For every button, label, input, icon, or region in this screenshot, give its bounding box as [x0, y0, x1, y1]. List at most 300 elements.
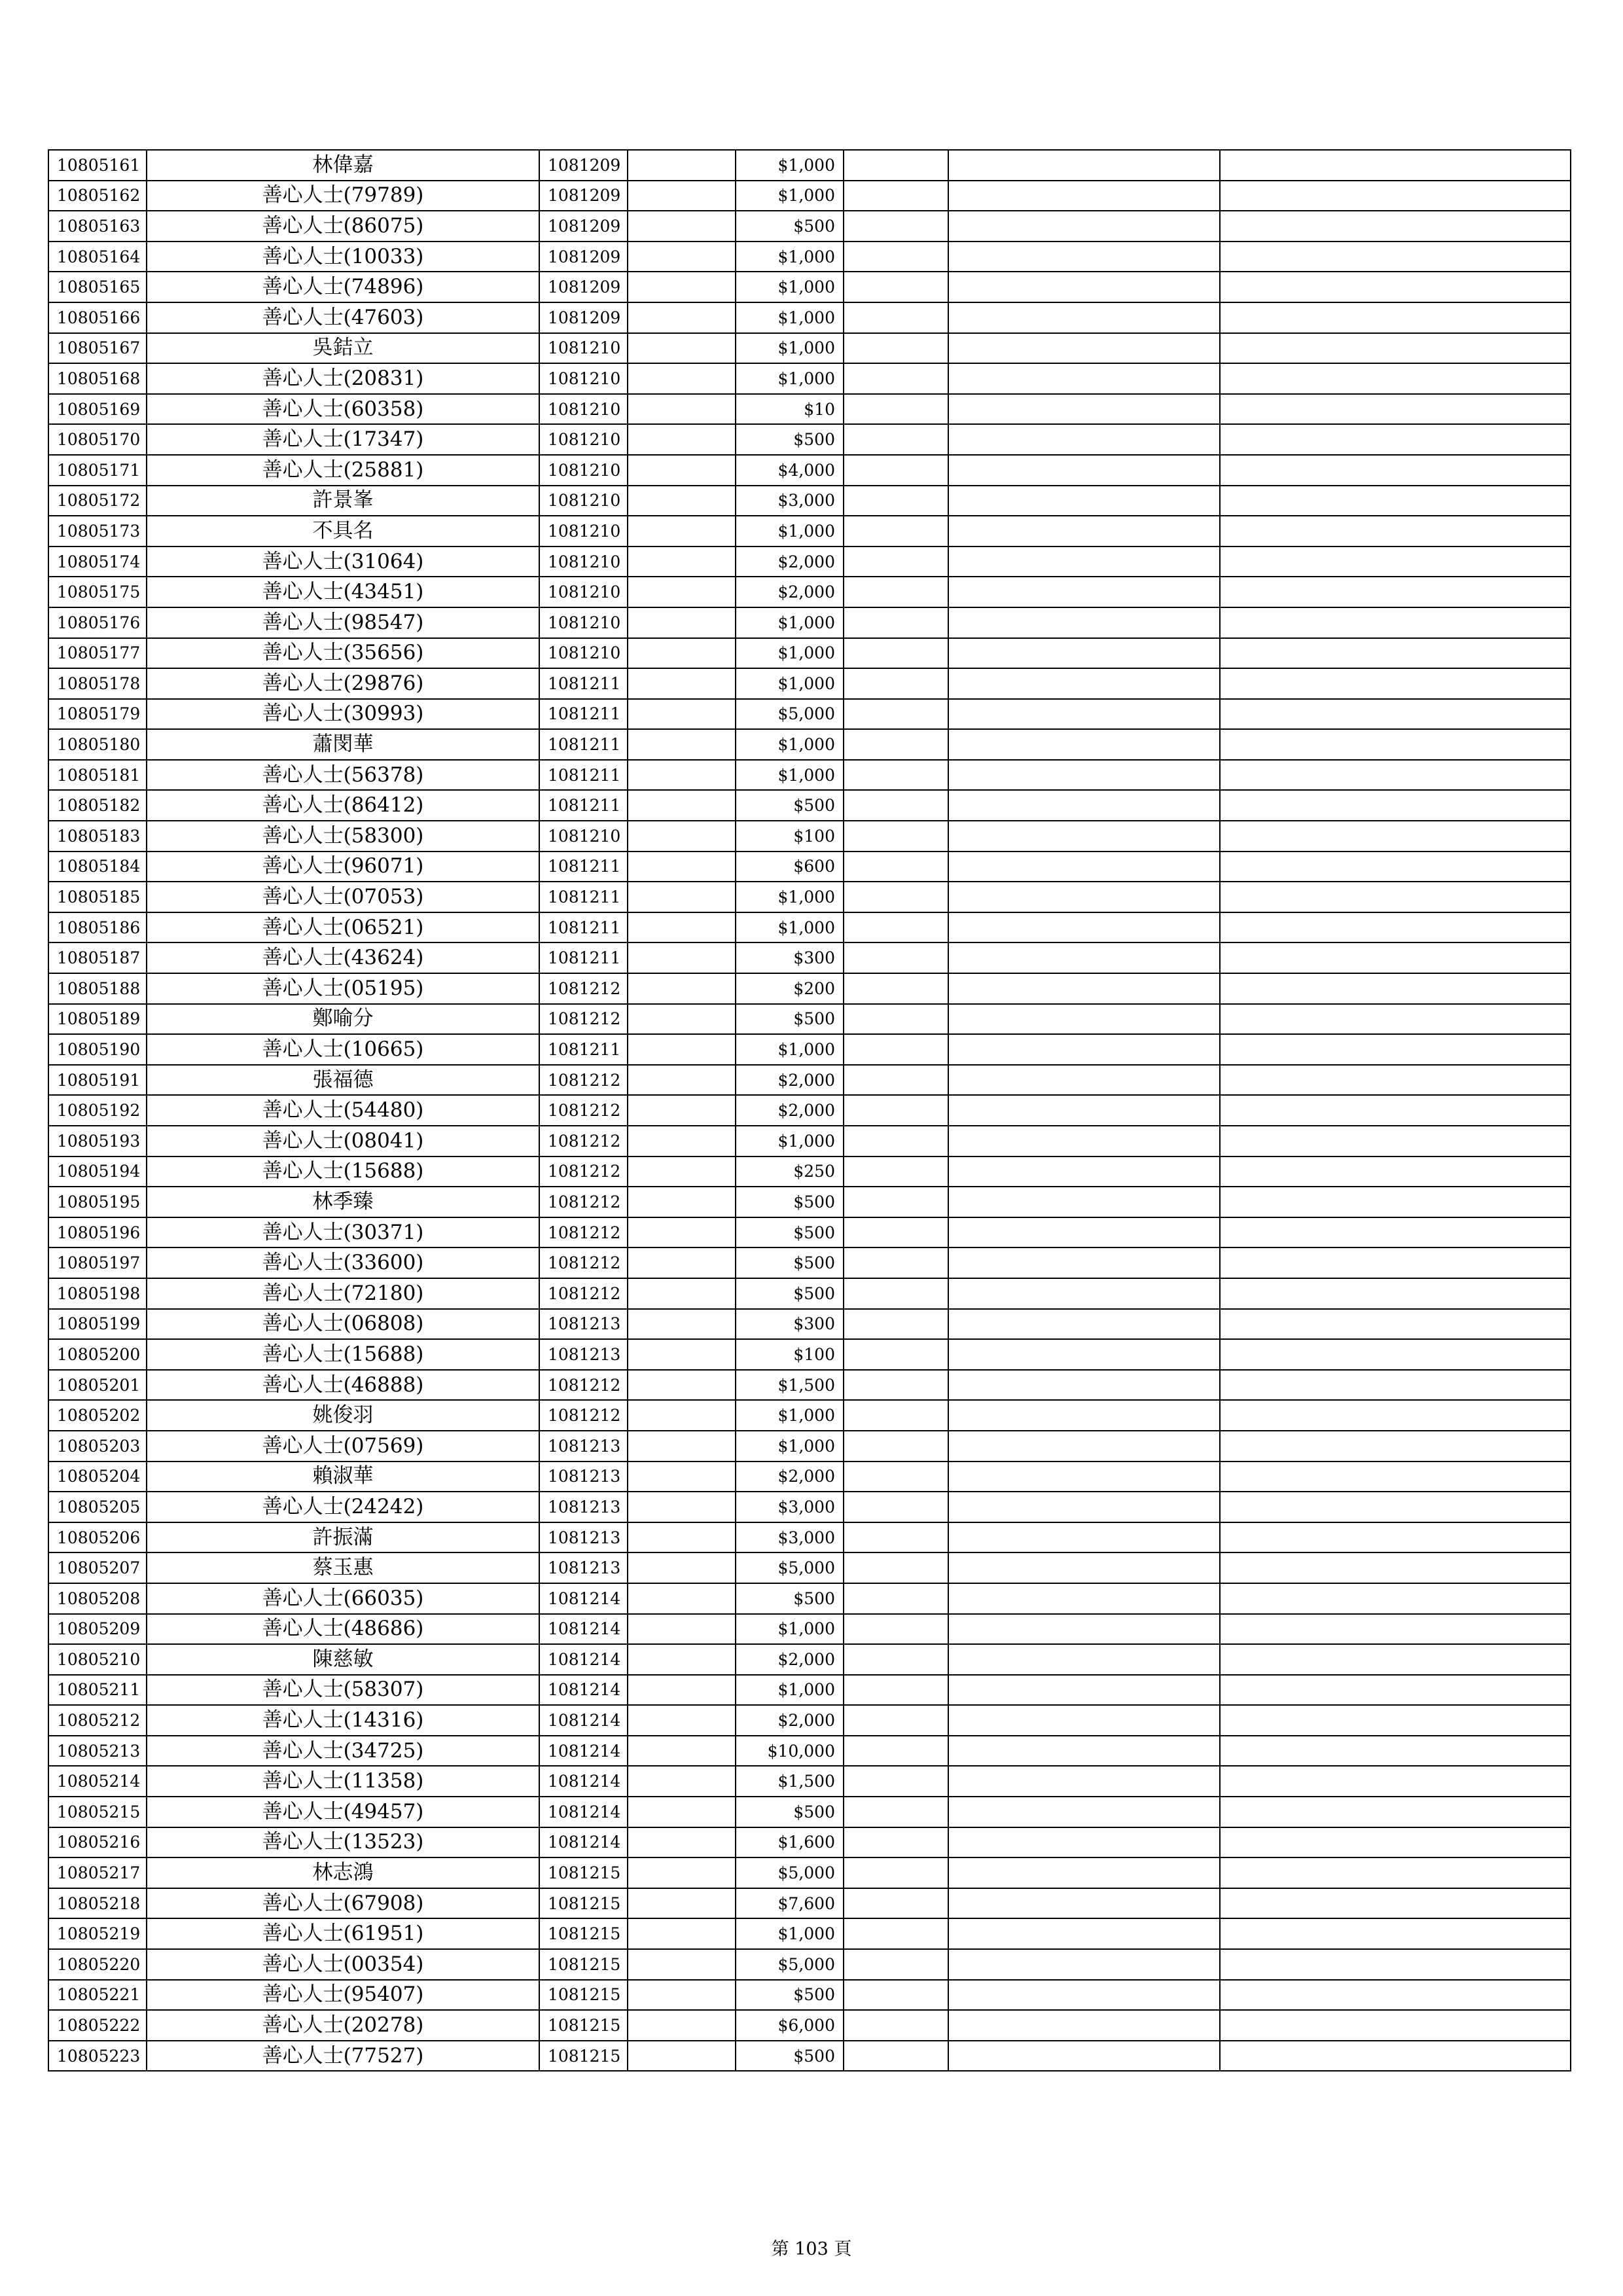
blank-cell: [844, 394, 948, 425]
receipt-id-cell: 10805193: [48, 1126, 147, 1157]
donor-name-cell: 善心人士(10665): [147, 1034, 539, 1065]
blank-cell: [844, 2010, 948, 2041]
receipt-id-cell: 10805211: [48, 1675, 147, 1706]
amount-cell: $1,000: [736, 1400, 844, 1431]
amount-cell: $100: [736, 821, 844, 852]
date-cell: 1081211: [539, 760, 628, 791]
blank-cell: [844, 242, 948, 272]
blank-cell: [628, 333, 736, 364]
blank-cell: [1220, 1644, 1571, 1675]
blank-cell: [1220, 1126, 1571, 1157]
blank-cell: [1220, 333, 1571, 364]
amount-cell: $1,000: [736, 912, 844, 943]
blank-cell: [1220, 1614, 1571, 1645]
date-cell: 1081210: [539, 577, 628, 607]
amount-cell: $200: [736, 973, 844, 1004]
date-cell: 1081209: [539, 181, 628, 211]
blank-cell: [948, 302, 1220, 333]
date-cell: 1081213: [539, 1462, 628, 1492]
blank-cell: [948, 1918, 1220, 1949]
amount-cell: $1,000: [736, 272, 844, 302]
blank-cell: [1220, 272, 1571, 302]
amount-cell: $1,000: [736, 363, 844, 394]
table-row: [48, 1492, 1571, 1522]
blank-cell: [628, 607, 736, 638]
date-cell: 1081210: [539, 638, 628, 669]
blank-cell: [628, 2010, 736, 2041]
blank-cell: [628, 760, 736, 791]
donor-name-cell: 善心人士(20831): [147, 363, 539, 394]
donor-name-cell: 善心人士(86412): [147, 790, 539, 821]
table-row: [48, 1309, 1571, 1340]
donor-name-cell: 善心人士(31064): [147, 547, 539, 577]
table-row: [48, 577, 1571, 607]
donor-name-cell: 蔡玉惠: [147, 1552, 539, 1583]
table-row: [48, 547, 1571, 577]
blank-cell: [628, 1126, 736, 1157]
blank-cell: [948, 1065, 1220, 1096]
receipt-id-cell: 10805169: [48, 394, 147, 425]
table-row: [48, 1766, 1571, 1797]
blank-cell: [1220, 1736, 1571, 1767]
blank-cell: [844, 1157, 948, 1187]
table-row: [48, 1797, 1571, 1827]
amount-cell: $500: [736, 1583, 844, 1614]
receipt-id-cell: 10805197: [48, 1247, 147, 1278]
receipt-id-cell: 10805200: [48, 1339, 147, 1370]
blank-cell: [1220, 1217, 1571, 1248]
receipt-id-cell: 10805219: [48, 1918, 147, 1949]
donor-name-cell: 善心人士(43451): [147, 577, 539, 607]
blank-cell: [1220, 1492, 1571, 1522]
date-cell: 1081212: [539, 1370, 628, 1401]
blank-cell: [948, 1705, 1220, 1736]
blank-cell: [844, 486, 948, 516]
blank-cell: [844, 699, 948, 730]
receipt-id-cell: 10805173: [48, 516, 147, 547]
amount-cell: $500: [736, 1187, 844, 1217]
date-cell: 1081211: [539, 1034, 628, 1065]
amount-cell: $2,000: [736, 547, 844, 577]
blank-cell: [628, 2041, 736, 2072]
blank-cell: [844, 1918, 948, 1949]
amount-cell: $1,000: [736, 1431, 844, 1462]
blank-cell: [844, 1034, 948, 1065]
date-cell: 1081214: [539, 1583, 628, 1614]
amount-cell: $1,000: [736, 1614, 844, 1645]
page-number: 第 103 頁: [771, 2239, 852, 2259]
blank-cell: [628, 1552, 736, 1583]
donor-name-cell: 善心人士(10033): [147, 242, 539, 272]
blank-cell: [948, 1309, 1220, 1340]
blank-cell: [628, 852, 736, 882]
blank-cell: [1220, 1187, 1571, 1217]
donor-name-cell: 善心人士(48686): [147, 1614, 539, 1645]
receipt-id-cell: 10805202: [48, 1400, 147, 1431]
blank-cell: [948, 1644, 1220, 1675]
amount-cell: $1,000: [736, 729, 844, 760]
blank-cell: [844, 1492, 948, 1522]
table-row: [48, 2010, 1571, 2041]
amount-cell: $500: [736, 1980, 844, 2011]
date-cell: 1081209: [539, 211, 628, 242]
blank-cell: [948, 1217, 1220, 1248]
amount-cell: $1,000: [736, 516, 844, 547]
amount-cell: $2,000: [736, 1705, 844, 1736]
receipt-id-cell: 10805166: [48, 302, 147, 333]
donor-name-cell: 善心人士(96071): [147, 852, 539, 882]
table-row: [48, 638, 1571, 669]
blank-cell: [844, 760, 948, 791]
blank-cell: [1220, 1309, 1571, 1340]
blank-cell: [628, 1583, 736, 1614]
table-row: [48, 760, 1571, 791]
blank-cell: [948, 790, 1220, 821]
blank-cell: [844, 1309, 948, 1340]
date-cell: 1081213: [539, 1552, 628, 1583]
blank-cell: [844, 942, 948, 973]
blank-cell: [1220, 1034, 1571, 1065]
blank-cell: [844, 577, 948, 607]
table-row: [48, 607, 1571, 638]
blank-cell: [948, 1492, 1220, 1522]
amount-cell: $1,000: [736, 1918, 844, 1949]
date-cell: 1081214: [539, 1827, 628, 1858]
table-row: [48, 302, 1571, 333]
donor-name-cell: 善心人士(07569): [147, 1431, 539, 1462]
blank-cell: [844, 1095, 948, 1126]
blank-cell: [948, 1095, 1220, 1126]
blank-cell: [844, 1797, 948, 1827]
date-cell: 1081211: [539, 942, 628, 973]
blank-cell: [628, 302, 736, 333]
date-cell: 1081214: [539, 1705, 628, 1736]
donor-name-cell: 許振滿: [147, 1522, 539, 1553]
blank-cell: [948, 1736, 1220, 1767]
table-row: [48, 1004, 1571, 1035]
blank-cell: [1220, 1552, 1571, 1583]
blank-cell: [1220, 638, 1571, 669]
date-cell: 1081213: [539, 1339, 628, 1370]
date-cell: 1081212: [539, 1065, 628, 1096]
blank-cell: [948, 1675, 1220, 1706]
blank-cell: [628, 272, 736, 302]
blank-cell: [844, 607, 948, 638]
blank-cell: [1220, 1065, 1571, 1096]
blank-cell: [948, 1278, 1220, 1309]
receipt-id-cell: 10805218: [48, 1888, 147, 1919]
blank-cell: [948, 852, 1220, 882]
amount-cell: $10: [736, 394, 844, 425]
blank-cell: [844, 1705, 948, 1736]
donor-name-cell: 善心人士(15688): [147, 1157, 539, 1187]
blank-cell: [844, 668, 948, 699]
blank-cell: [844, 821, 948, 852]
blank-cell: [844, 1614, 948, 1645]
amount-cell: $1,000: [736, 1034, 844, 1065]
receipt-id-cell: 10805164: [48, 242, 147, 272]
blank-cell: [1220, 2041, 1571, 2072]
date-cell: 1081210: [539, 394, 628, 425]
receipt-id-cell: 10805161: [48, 150, 147, 181]
amount-cell: $6,000: [736, 2010, 844, 2041]
donor-name-cell: 善心人士(67908): [147, 1888, 539, 1919]
blank-cell: [628, 1766, 736, 1797]
blank-cell: [628, 1431, 736, 1462]
blank-cell: [628, 150, 736, 181]
donor-name-cell: 善心人士(46888): [147, 1370, 539, 1401]
donor-name-cell: 善心人士(74896): [147, 272, 539, 302]
blank-cell: [844, 333, 948, 364]
receipt-id-cell: 10805194: [48, 1157, 147, 1187]
blank-cell: [628, 455, 736, 486]
blank-cell: [1220, 1797, 1571, 1827]
table-row: [48, 942, 1571, 973]
date-cell: 1081213: [539, 1522, 628, 1553]
amount-cell: $1,000: [736, 181, 844, 211]
blank-cell: [628, 486, 736, 516]
receipt-id-cell: 10805168: [48, 363, 147, 394]
table-row: [48, 729, 1571, 760]
date-cell: 1081215: [539, 1980, 628, 2011]
blank-cell: [1220, 1339, 1571, 1370]
table-row: [48, 1857, 1571, 1888]
blank-cell: [1220, 942, 1571, 973]
blank-cell: [844, 516, 948, 547]
blank-cell: [948, 1462, 1220, 1492]
blank-cell: [628, 394, 736, 425]
blank-cell: [628, 729, 736, 760]
blank-cell: [628, 1705, 736, 1736]
receipt-id-cell: 10805205: [48, 1492, 147, 1522]
donor-name-cell: 善心人士(06521): [147, 912, 539, 943]
date-cell: 1081210: [539, 821, 628, 852]
table-row: [48, 1217, 1571, 1248]
receipt-id-cell: 10805213: [48, 1736, 147, 1767]
blank-cell: [628, 1217, 736, 1248]
table-row: [48, 1034, 1571, 1065]
blank-cell: [844, 1217, 948, 1248]
donor-name-cell: 善心人士(43624): [147, 942, 539, 973]
table-row: [48, 821, 1571, 852]
table-row: [48, 1705, 1571, 1736]
table-row: [48, 1187, 1571, 1217]
amount-cell: $500: [736, 1797, 844, 1827]
blank-cell: [1220, 699, 1571, 730]
blank-cell: [628, 821, 736, 852]
blank-cell: [1220, 455, 1571, 486]
amount-cell: $7,600: [736, 1888, 844, 1919]
blank-cell: [948, 1857, 1220, 1888]
donor-name-cell: 賴淑華: [147, 1462, 539, 1492]
date-cell: 1081214: [539, 1644, 628, 1675]
blank-cell: [844, 1522, 948, 1553]
donor-name-cell: 善心人士(24242): [147, 1492, 539, 1522]
blank-cell: [1220, 1522, 1571, 1553]
blank-cell: [948, 821, 1220, 852]
blank-cell: [844, 1949, 948, 1980]
blank-cell: [948, 181, 1220, 211]
donor-name-cell: 善心人士(11358): [147, 1766, 539, 1797]
receipt-id-cell: 10805196: [48, 1217, 147, 1248]
donor-name-cell: 善心人士(07053): [147, 882, 539, 912]
blank-cell: [948, 1126, 1220, 1157]
donor-name-cell: 善心人士(79789): [147, 181, 539, 211]
receipt-id-cell: 10805163: [48, 211, 147, 242]
blank-cell: [948, 1247, 1220, 1278]
blank-cell: [1220, 363, 1571, 394]
table-row: [48, 1095, 1571, 1126]
receipt-id-cell: 10805206: [48, 1522, 147, 1553]
blank-cell: [1220, 486, 1571, 516]
table-row: [48, 668, 1571, 699]
amount-cell: $1,000: [736, 1126, 844, 1157]
blank-cell: [948, 2010, 1220, 2041]
date-cell: 1081215: [539, 1857, 628, 1888]
blank-cell: [844, 1462, 948, 1492]
amount-cell: $500: [736, 1004, 844, 1035]
blank-cell: [948, 1370, 1220, 1401]
blank-cell: [628, 547, 736, 577]
blank-cell: [948, 150, 1220, 181]
table-row: [48, 1370, 1571, 1401]
donor-name-cell: 善心人士(14316): [147, 1705, 539, 1736]
blank-cell: [1220, 729, 1571, 760]
amount-cell: $1,000: [736, 302, 844, 333]
donor-name-cell: 吳銡立: [147, 333, 539, 364]
blank-cell: [628, 1857, 736, 1888]
blank-cell: [844, 1431, 948, 1462]
date-cell: 1081210: [539, 516, 628, 547]
donor-name-cell: 姚俊羽: [147, 1400, 539, 1431]
blank-cell: [948, 882, 1220, 912]
date-cell: 1081212: [539, 1187, 628, 1217]
blank-cell: [948, 1004, 1220, 1035]
blank-cell: [628, 1462, 736, 1492]
blank-cell: [1220, 302, 1571, 333]
receipt-id-cell: 10805198: [48, 1278, 147, 1309]
table-row: [48, 1675, 1571, 1706]
blank-cell: [844, 1583, 948, 1614]
amount-cell: $5,000: [736, 1949, 844, 1980]
date-cell: 1081210: [539, 547, 628, 577]
receipt-id-cell: 10805171: [48, 455, 147, 486]
table-row: [48, 486, 1571, 516]
donor-name-cell: 善心人士(15688): [147, 1339, 539, 1370]
amount-cell: $3,000: [736, 1522, 844, 1553]
blank-cell: [628, 242, 736, 272]
amount-cell: $4,000: [736, 455, 844, 486]
blank-cell: [844, 1827, 948, 1858]
blank-cell: [844, 1552, 948, 1583]
receipt-id-cell: 10805216: [48, 1827, 147, 1858]
blank-cell: [628, 363, 736, 394]
table-row: [48, 1583, 1571, 1614]
blank-cell: [1220, 1766, 1571, 1797]
blank-cell: [628, 1309, 736, 1340]
blank-cell: [948, 2041, 1220, 2072]
table-row: [48, 699, 1571, 730]
table-row: [48, 1644, 1571, 1675]
table-row: [48, 516, 1571, 547]
blank-cell: [844, 1736, 948, 1767]
amount-cell: $1,000: [736, 638, 844, 669]
blank-cell: [628, 1797, 736, 1827]
blank-cell: [844, 1766, 948, 1797]
blank-cell: [948, 1431, 1220, 1462]
blank-cell: [844, 1004, 948, 1035]
blank-cell: [948, 486, 1220, 516]
blank-cell: [948, 1614, 1220, 1645]
blank-cell: [948, 211, 1220, 242]
donor-name-cell: 善心人士(30371): [147, 1217, 539, 1248]
donor-name-cell: 善心人士(56378): [147, 760, 539, 791]
blank-cell: [948, 455, 1220, 486]
donor-name-cell: 善心人士(72180): [147, 1278, 539, 1309]
date-cell: 1081211: [539, 852, 628, 882]
receipt-id-cell: 10805179: [48, 699, 147, 730]
amount-cell: $5,000: [736, 1552, 844, 1583]
blank-cell: [948, 638, 1220, 669]
blank-cell: [948, 242, 1220, 272]
table-row: [48, 1827, 1571, 1858]
blank-cell: [844, 1888, 948, 1919]
donor-name-cell: 善心人士(61951): [147, 1918, 539, 1949]
receipt-id-cell: 10805170: [48, 424, 147, 455]
blank-cell: [948, 363, 1220, 394]
receipt-id-cell: 10805181: [48, 760, 147, 791]
table-row: [48, 394, 1571, 425]
blank-cell: [628, 1004, 736, 1035]
date-cell: 1081211: [539, 699, 628, 730]
blank-cell: [1220, 577, 1571, 607]
table-row: [48, 181, 1571, 211]
amount-cell: $500: [736, 2041, 844, 2072]
blank-cell: [844, 1126, 948, 1157]
blank-cell: [844, 1065, 948, 1096]
blank-cell: [844, 181, 948, 211]
table-row: [48, 1431, 1571, 1462]
donor-name-cell: 陳慈敏: [147, 1644, 539, 1675]
table-row: [48, 2041, 1571, 2072]
table-row: [48, 1247, 1571, 1278]
blank-cell: [948, 912, 1220, 943]
blank-cell: [628, 1187, 736, 1217]
blank-cell: [628, 1095, 736, 1126]
blank-cell: [1220, 1583, 1571, 1614]
blank-cell: [628, 1400, 736, 1431]
amount-cell: $500: [736, 424, 844, 455]
blank-cell: [628, 1278, 736, 1309]
blank-cell: [628, 1980, 736, 2011]
donor-name-cell: 善心人士(34725): [147, 1736, 539, 1767]
blank-cell: [1220, 150, 1571, 181]
table-row: [48, 852, 1571, 882]
donor-name-cell: 張福德: [147, 1065, 539, 1096]
blank-cell: [1220, 790, 1571, 821]
blank-cell: [628, 1339, 736, 1370]
blank-cell: [948, 1339, 1220, 1370]
donation-table: [48, 149, 1571, 2072]
blank-cell: [948, 272, 1220, 302]
blank-cell: [948, 973, 1220, 1004]
table-row: [48, 242, 1571, 272]
blank-cell: [844, 1339, 948, 1370]
blank-cell: [1220, 882, 1571, 912]
blank-cell: [628, 912, 736, 943]
donor-name-cell: 鄭喻分: [147, 1004, 539, 1035]
blank-cell: [948, 1187, 1220, 1217]
